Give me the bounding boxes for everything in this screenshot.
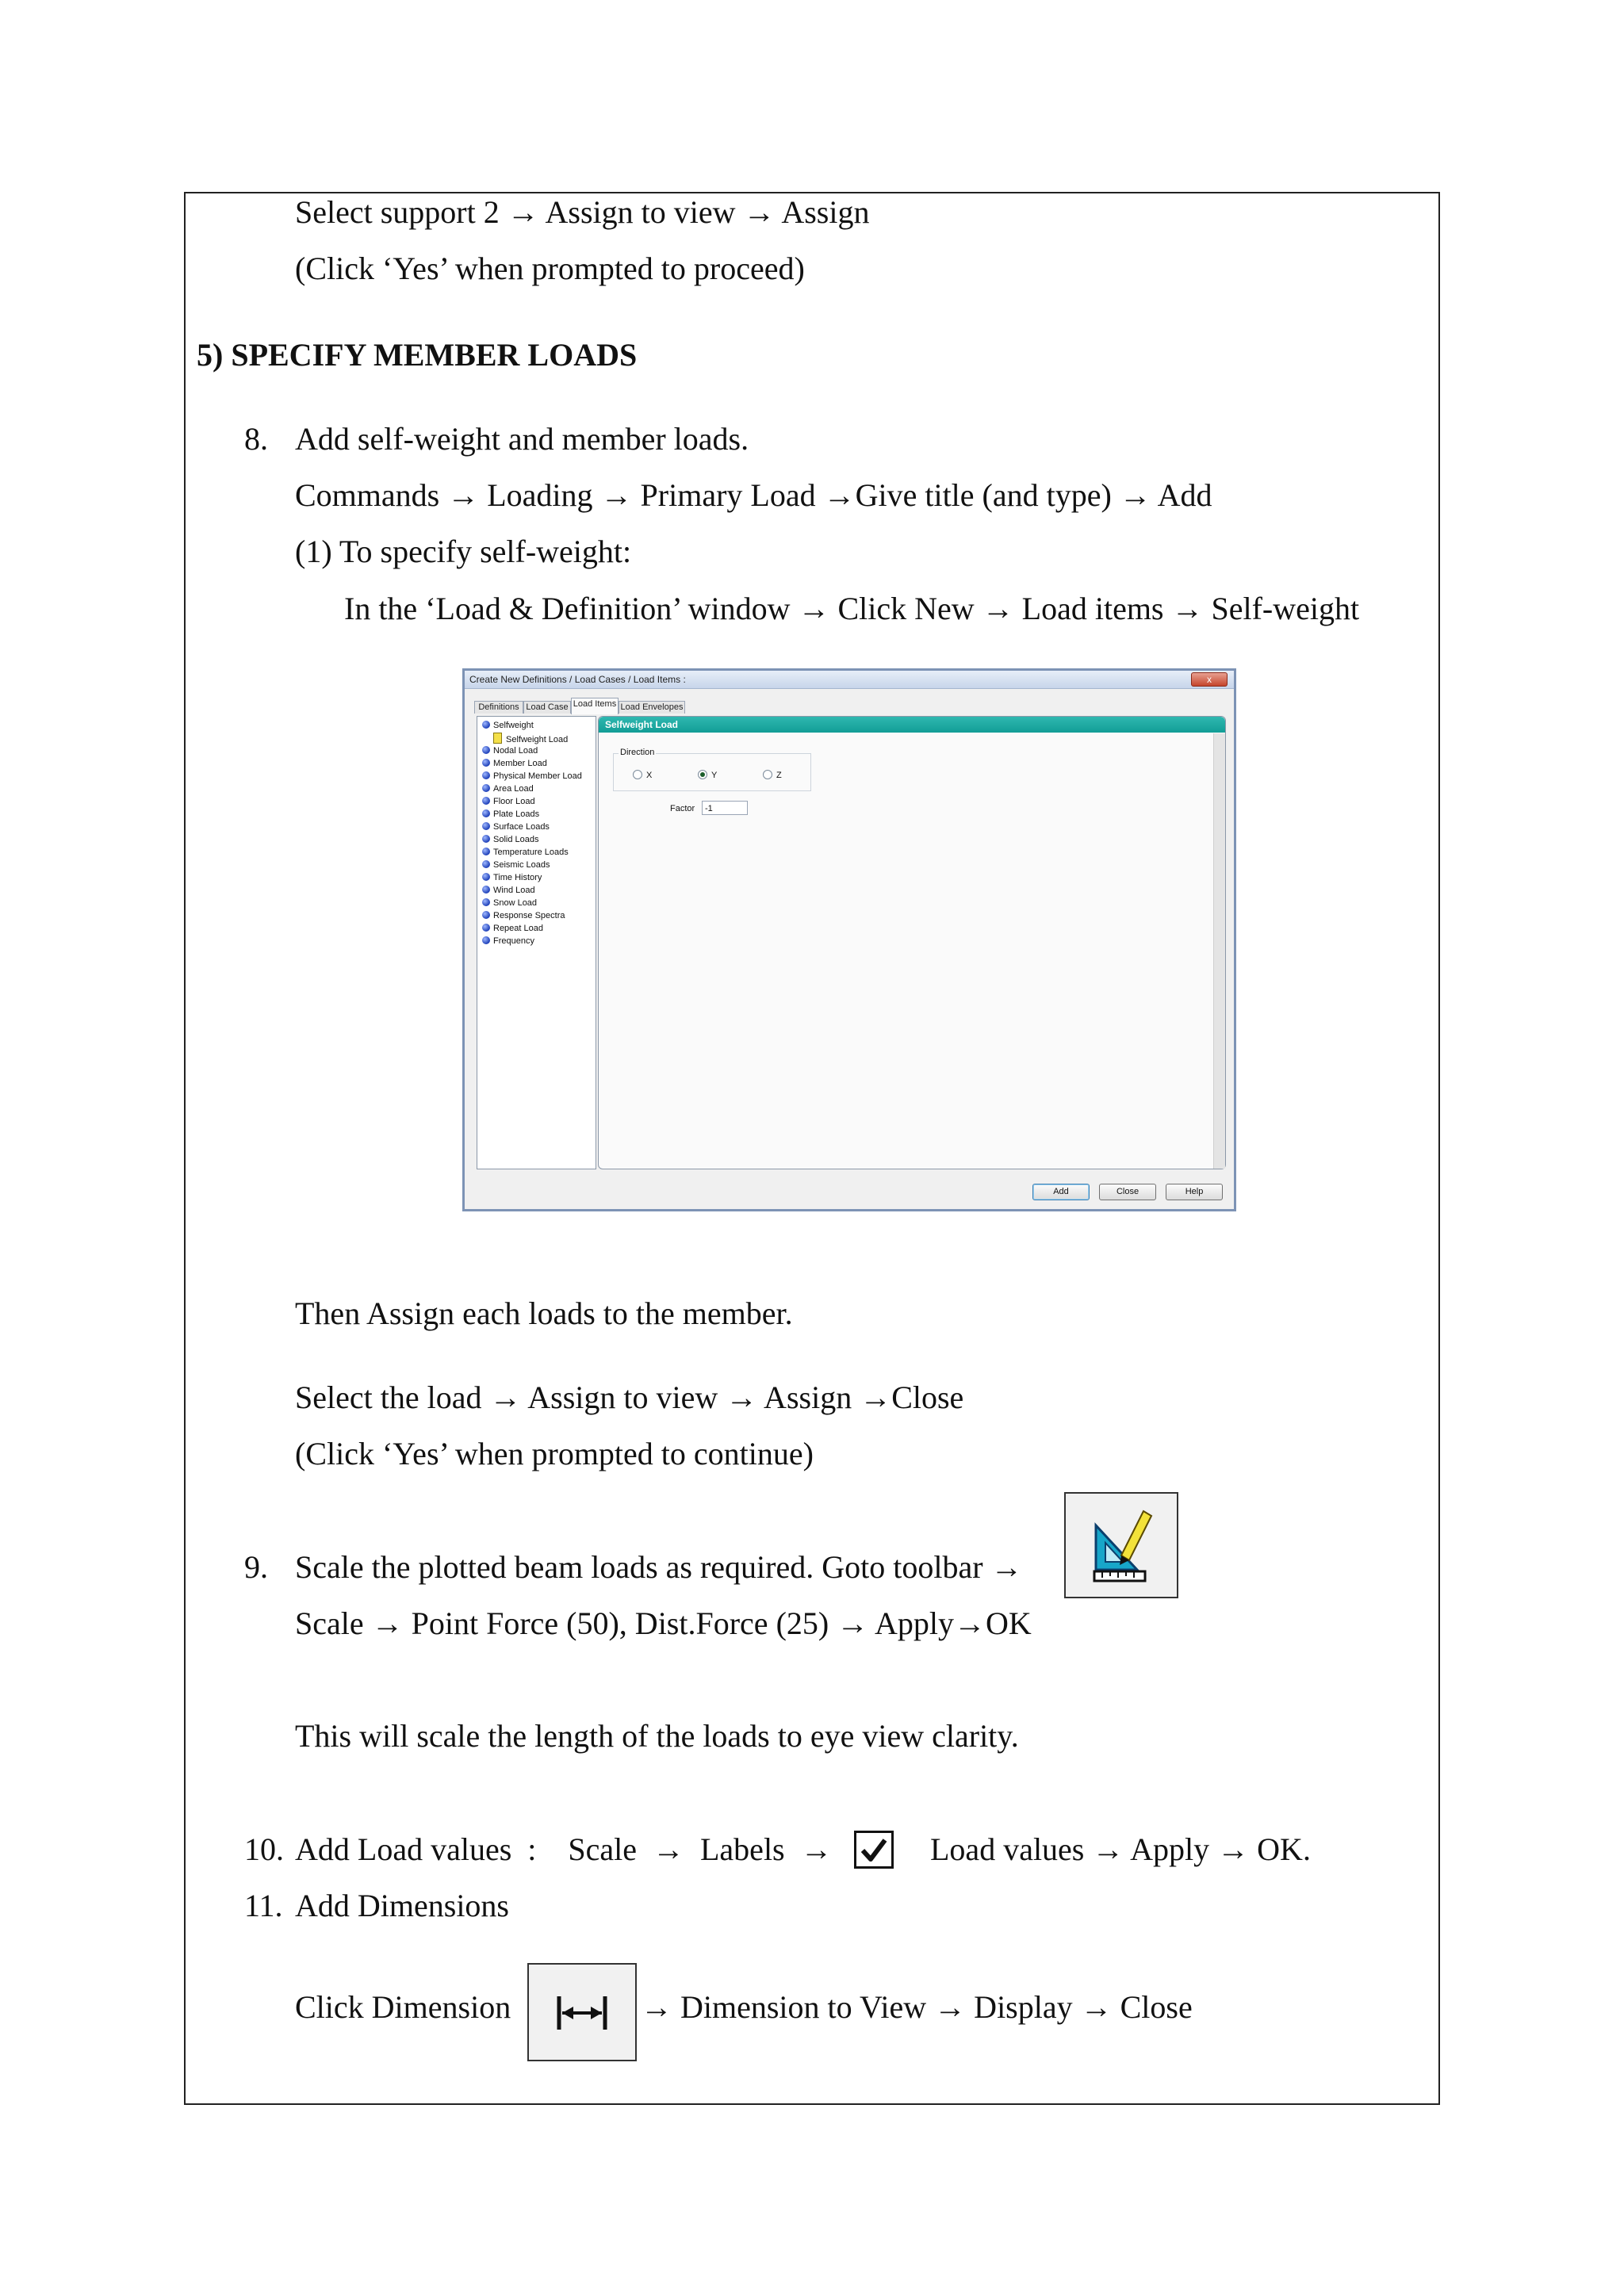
tree-node-icon [482, 822, 490, 830]
step-11-number: 11. [244, 1888, 283, 1923]
click-dimension-text: Click Dimension [295, 1989, 511, 2025]
tree-node-icon [482, 809, 490, 817]
tab-load-case[interactable]: Load Case [523, 701, 571, 714]
line-select-support: Select support 2 → Assign to view → Assign [295, 194, 870, 230]
radio-z[interactable]: Z [763, 770, 782, 780]
direction-label: Direction [620, 748, 655, 757]
step-8-number: 8. [244, 421, 268, 457]
tree-node-icon [482, 784, 490, 792]
tree-item-solid-loads[interactable]: Solid Loads [482, 834, 539, 846]
load-items-tree [477, 716, 596, 1169]
checkbox-checked-icon[interactable] [854, 1831, 894, 1869]
tab-definitions[interactable]: Definitions [474, 701, 523, 714]
panel-title: Selfweight Load [599, 717, 1225, 733]
tree-item-time-history[interactable]: Time History [482, 872, 542, 884]
tree-node-icon [482, 848, 490, 855]
dimension-path-text: → Dimension to View → Display → Close [641, 1989, 1193, 2025]
load-definitions-dialog [462, 668, 1236, 1211]
section-heading: 5) SPECIFY MEMBER LOADS [197, 337, 638, 373]
tree-node-icon [482, 746, 490, 754]
tree-item-physical-member-load[interactable]: Physical Member Load [482, 771, 582, 783]
tree-item-response-spectra[interactable]: Response Spectra [482, 910, 565, 922]
scale-toolbar-icon[interactable] [1064, 1492, 1178, 1598]
tree-node-icon [482, 911, 490, 919]
tree-node-icon [482, 924, 490, 932]
radio-dot-icon [698, 770, 707, 779]
dialog-close-button[interactable]: x [1191, 672, 1228, 687]
tree-node-icon [482, 797, 490, 805]
radio-x[interactable]: X [633, 770, 652, 780]
direction-group [613, 748, 811, 791]
tree-item-surface-loads[interactable]: Surface Loads [482, 821, 550, 833]
dimension-toolbar-icon[interactable] [527, 1963, 637, 2061]
tree-node-icon [482, 873, 490, 881]
load-item-icon [493, 733, 502, 744]
factor-label: Factor [670, 804, 695, 813]
step-10-number: 10. [244, 1831, 284, 1867]
then-assign-text: Then Assign each loads to the member. [295, 1295, 793, 1331]
dialog-titlebar [465, 671, 1234, 689]
tree-item-snow-load[interactable]: Snow Load [482, 897, 537, 909]
step-8-sub1-detail: In the ‘Load & Definition’ window → Click New → Load items → Self-weight [344, 591, 1360, 626]
tree-item-wind-load[interactable]: Wind Load [482, 885, 535, 897]
factor-input[interactable]: -1 [702, 801, 748, 815]
step-9-text: Scale the plotted beam loads as required. Goto toolbar → [295, 1549, 1023, 1585]
tree-node-icon [482, 835, 490, 843]
help-button[interactable]: Help [1166, 1184, 1223, 1200]
tree-node-icon [482, 860, 490, 868]
panel-scrollbar[interactable] [1213, 733, 1225, 1169]
tree-item-floor-load[interactable]: Floor Load [482, 796, 535, 808]
dialog-title: Create New Definitions / Load Cases / Load Items : [469, 674, 686, 685]
tab-load-envelopes[interactable]: Load Envelopes [619, 701, 685, 714]
tree-node-icon [482, 721, 490, 729]
scale-glyph-icon [1066, 1494, 1177, 1597]
tree-item-repeat-load[interactable]: Repeat Load [482, 923, 543, 935]
step-10-text-a: Add Load values : Scale → Labels → [295, 1831, 833, 1867]
step-9-number: 9. [244, 1549, 268, 1585]
close-button[interactable]: Close [1099, 1184, 1156, 1200]
dimension-glyph-icon [529, 1965, 635, 2060]
tree-node-icon [482, 936, 490, 944]
line-click-yes-proceed: (Click ‘Yes’ when prompted to proceed) [295, 251, 805, 286]
radio-dot-icon [633, 770, 642, 779]
radio-y[interactable]: Y [698, 770, 717, 780]
radio-dot-icon [763, 770, 772, 779]
select-load-text: Select the load → Assign to view → Assign →Close [295, 1380, 964, 1415]
checkmark-icon [856, 1833, 891, 1866]
step-9-scale-path: Scale → Point Force (50), Dist.Force (25) → Apply→OK [295, 1605, 1032, 1641]
step-8-commands: Commands → Loading → Primary Load →Give title (and type) → Add [295, 477, 1212, 513]
step-8-text: Add self-weight and member loads. [295, 421, 749, 457]
add-button[interactable]: Add [1032, 1184, 1090, 1200]
tree-item-nodal-load[interactable]: Nodal Load [482, 745, 538, 757]
tree-item-selfweight[interactable]: Selfweight [482, 720, 534, 732]
step-10-text-b: Load values → Apply → OK. [930, 1831, 1311, 1867]
step-9-note: This will scale the length of the loads to eye view clarity. [295, 1718, 1019, 1754]
step-11-text: Add Dimensions [295, 1888, 509, 1923]
tree-item-temperature-loads[interactable]: Temperature Loads [482, 847, 569, 859]
tree-node-icon [482, 898, 490, 906]
step-8-sub1: (1) To specify self-weight: [295, 534, 632, 569]
tree-item-area-load[interactable]: Area Load [482, 783, 534, 795]
tree-item-selfweight-load[interactable]: Selfweight Load [493, 733, 568, 744]
tree-node-icon [482, 886, 490, 894]
tree-item-frequency[interactable]: Frequency [482, 936, 534, 947]
tree-item-plate-loads[interactable]: Plate Loads [482, 809, 539, 821]
selfweight-load-panel [598, 716, 1226, 1169]
click-yes-continue-text: (Click ‘Yes’ when prompted to continue) [295, 1436, 814, 1471]
tab-load-items[interactable]: Load Items [571, 698, 619, 714]
tree-item-seismic-loads[interactable]: Seismic Loads [482, 859, 550, 871]
tree-item-member-load[interactable]: Member Load [482, 758, 547, 770]
tree-node-icon [482, 759, 490, 767]
tree-node-icon [482, 771, 490, 779]
